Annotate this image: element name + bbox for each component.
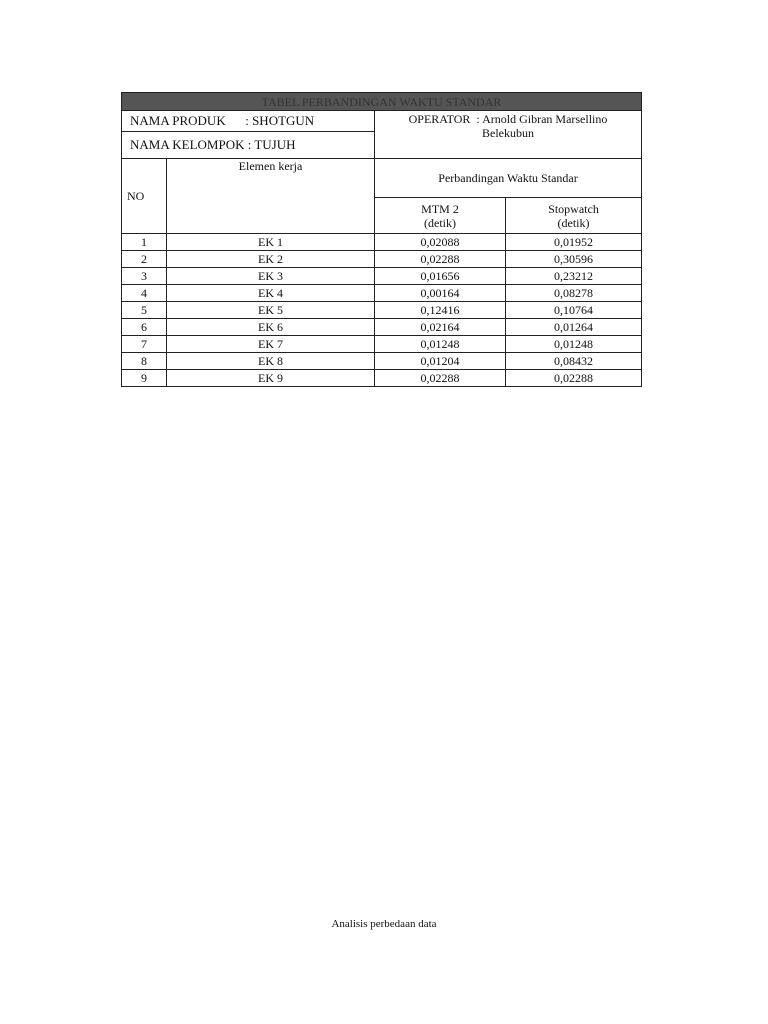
- header-no: NO: [122, 159, 167, 234]
- table-row: [122, 268, 642, 285]
- table-row: [122, 319, 642, 336]
- footer-caption: Analisis perbedaan data: [331, 918, 437, 930]
- header-mtm: [375, 198, 506, 234]
- cell-stopwatch: 0,01952: [506, 234, 642, 251]
- cell-no: 3: [122, 268, 167, 285]
- table-title: TABEL PERBANDINGAN WAKTU STANDAR: [122, 93, 642, 111]
- cell-stopwatch: 0,08278: [506, 285, 642, 302]
- header-perbandingan: Perbandingan Waktu Standar: [375, 159, 642, 198]
- cell-elemen: EK 3: [167, 268, 375, 285]
- cell-elemen: EK 7: [167, 336, 375, 353]
- table-row: [122, 285, 642, 302]
- cell-elemen: EK 9: [167, 370, 375, 387]
- cell-no: 1: [122, 234, 167, 251]
- header-stopwatch-line-2: (detik): [557, 215, 590, 230]
- table-row: [122, 336, 642, 353]
- operator-line-2: Belekubun: [482, 126, 534, 140]
- cell-no: 6: [122, 319, 167, 336]
- cell-stopwatch: 0,02288: [506, 370, 642, 387]
- table-row: [122, 370, 642, 387]
- cell-no: 8: [122, 353, 167, 370]
- cell-no: 7: [122, 336, 167, 353]
- cell-elemen: EK 2: [167, 251, 375, 268]
- cell-no: 5: [122, 302, 167, 319]
- cell-mtm: 0,00164: [375, 285, 506, 302]
- cell-mtm: 0,02088: [375, 234, 506, 251]
- header-elemen-kerja: Elemen kerja: [167, 159, 375, 234]
- cell-mtm: 0,02288: [375, 370, 506, 387]
- table-row: [122, 353, 642, 370]
- operator-cell: [375, 111, 642, 159]
- cell-stopwatch: 0,23212: [506, 268, 642, 285]
- cell-stopwatch: 0,30596: [506, 251, 642, 268]
- cell-no: 4: [122, 285, 167, 302]
- cell-stopwatch: 0,01248: [506, 336, 642, 353]
- standard-time-comparison-table: [121, 92, 642, 387]
- cell-no: 2: [122, 251, 167, 268]
- cell-elemen: EK 5: [167, 302, 375, 319]
- cell-mtm: 0,01656: [375, 268, 506, 285]
- cell-elemen: EK 4: [167, 285, 375, 302]
- header-mtm-line-1: MTM 2: [421, 201, 459, 216]
- cell-elemen: EK 1: [167, 234, 375, 251]
- cell-no: 9: [122, 370, 167, 387]
- cell-elemen: EK 6: [167, 319, 375, 336]
- header-stopwatch: [506, 198, 642, 234]
- cell-stopwatch: 0,01264: [506, 319, 642, 336]
- table-row: [122, 251, 642, 268]
- cell-mtm: 0,02164: [375, 319, 506, 336]
- cell-mtm: 0,02288: [375, 251, 506, 268]
- header-stopwatch-line-1: Stopwatch: [548, 201, 599, 216]
- nama-kelompok: NAMA KELOMPOK : TUJUH: [122, 132, 375, 159]
- cell-mtm: 0,12416: [375, 302, 506, 319]
- table-row: [122, 302, 642, 319]
- operator-line-1: OPERATOR : Arnold Gibran Marsellino: [408, 112, 608, 126]
- cell-stopwatch: 0,08432: [506, 353, 642, 370]
- table-row: [122, 234, 642, 251]
- cell-mtm: 0,01248: [375, 336, 506, 353]
- header-mtm-line-2: (detik): [424, 215, 456, 230]
- cell-mtm: 0,01204: [375, 353, 506, 370]
- cell-elemen: EK 8: [167, 353, 375, 370]
- cell-stopwatch: 0,10764: [506, 302, 642, 319]
- nama-produk: NAMA PRODUK : SHOTGUN: [122, 111, 375, 132]
